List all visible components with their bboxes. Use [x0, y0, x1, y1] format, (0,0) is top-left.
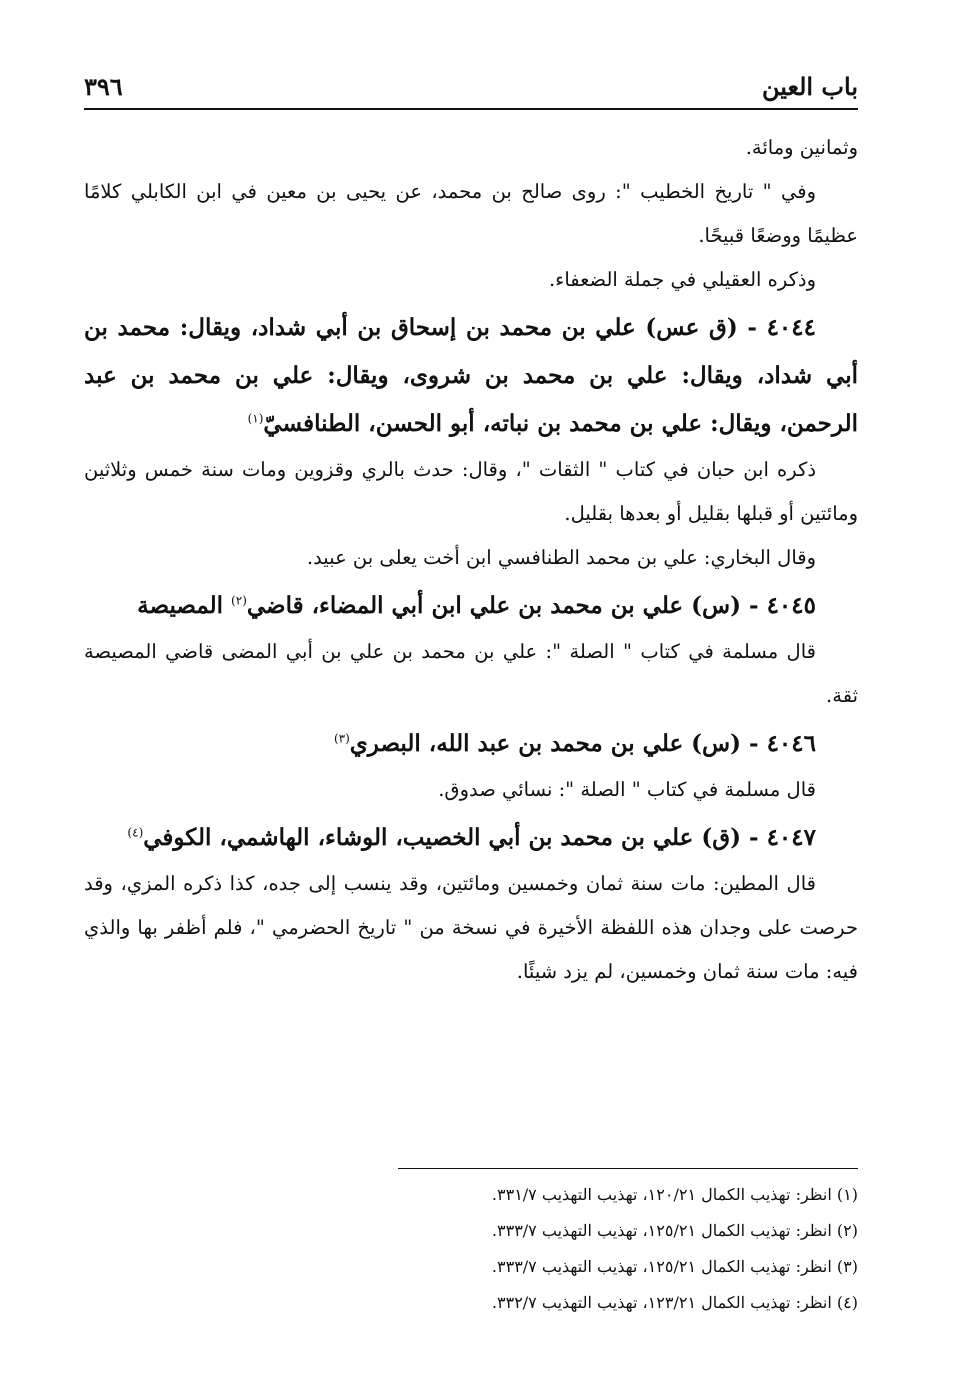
entry-heading-text: المصيصة: [137, 592, 224, 619]
footnote-ref: (٣): [333, 731, 350, 746]
footnote: (٣) انظر: تهذيب الكمال ١٢٥/٢١، تهذيب التهذيب ٣٣٣/٧.: [491, 1257, 858, 1276]
entry-heading-text: ٤٠٤٤ - (ق عس) علي بن محمد بن إسحاق بن أبي شداد، ويقال: محمد بن أبي شداد، ويقال: علي بن محمد بن شروى، ويقال: علي بن محمد بن عبد الرحمن، ويقال: علي بن محمد بن نباته، أبو الحسن، الطنافسيّ: [84, 314, 858, 437]
footnote: (٤) انظر: تهذيب الكمال ١٢٣/٢١، تهذيب التهذيب ٣٣٢/٧.: [491, 1293, 858, 1312]
footnote: (١) انظر: تهذيب الكمال ١٢٠/٢١، تهذيب التهذيب ٣٣١/٧.: [491, 1185, 858, 1204]
page-number: ٣٩٦: [84, 71, 123, 101]
entry-heading-4046: [84, 720, 858, 768]
paragraph: وثمانين ومائة.: [745, 136, 858, 159]
footnote-ref: (١): [247, 411, 264, 426]
paragraph: وفي " تاريخ الخطيب ": روى صالح بن محمد، عن يحيى بن معين في ابن الكابلي كلامًا عظيمًا ووضعًا قبيحًا.: [84, 180, 858, 247]
paragraph: قال المطين: مات سنة ثمان وخمسين ومائتين، وقد ينسب إلى جده، كذا ذكره المزي، وقد حرصت على وجدان هذه اللفظة الأخيرة في نسخة من " تاريخ الحضرمي "، فلم أظفر بها والذي فيه: مات سنة ثمان وخمسين، لم يزد شيئًا.: [84, 872, 858, 983]
entry-heading-4044: [84, 304, 858, 448]
entry-heading-text: ٤٠٤٥ - (س) علي بن محمد بن علي ابن أبي المضاء، قاضي: [246, 592, 816, 619]
entry-heading-text: ٤٠٤٦ - (س) علي بن محمد بن عبد الله، البصري: [349, 730, 816, 757]
paragraph: ذكره ابن حبان في كتاب " الثقات "، وقال: حدث بالري وقزوين ومات سنة خمس وثلاثين ومائتين أو قبلها بقليل أو بعدها بقليل.: [84, 458, 858, 525]
main-text: [84, 126, 858, 994]
entry-heading-4047: [84, 814, 858, 862]
footnote-ref: (٢): [231, 593, 247, 608]
entry-heading-text: ٤٠٤٧ - (ق) علي بن محمد بن أبي الخصيب، الوشاء، الهاشمي، الكوفي: [143, 824, 816, 851]
paragraph: قال مسلمة في كتاب " الصلة ": نسائي صدوق.: [438, 778, 816, 801]
paragraph: وذكره العقيلي في جملة الضعفاء.: [548, 268, 816, 291]
paragraph: قال مسلمة في كتاب " الصلة ": علي بن محمد بن علي بن أبي المضى قاضي المصيصة ثقة.: [84, 640, 858, 707]
footnote: (٢) انظر: تهذيب الكمال ١٢٥/٢١، تهذيب التهذيب ٣٣٣/٧.: [491, 1221, 858, 1240]
footnotes: [398, 1168, 858, 1321]
footnote-ref: (٤): [127, 825, 144, 840]
chapter-title: باب العين: [761, 71, 858, 101]
entry-heading-4045: [84, 582, 858, 630]
running-header: [84, 64, 858, 110]
paragraph: وقال البخاري: علي بن محمد الطنافسي ابن أخت يعلى بن عبيد.: [306, 546, 816, 569]
